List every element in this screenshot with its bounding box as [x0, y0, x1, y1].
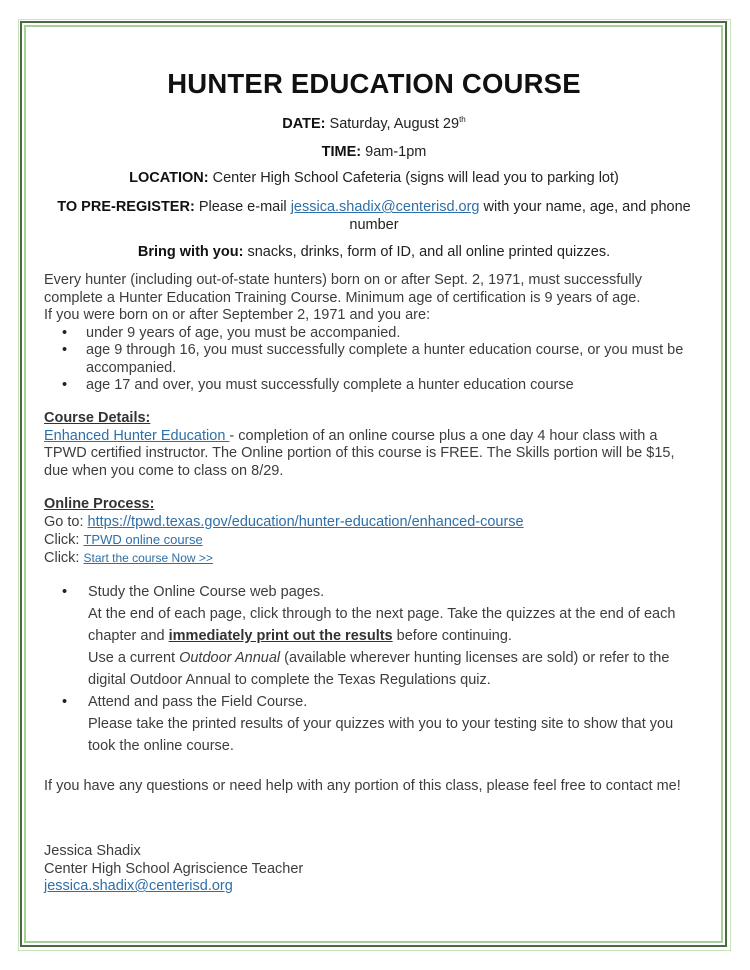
click-label: Click:	[44, 532, 80, 548]
date-suffix: th	[459, 115, 466, 124]
online-process-heading: Online Process:	[44, 496, 155, 512]
outdoor-annual-pre: Use a current	[88, 650, 176, 666]
age-rules-list	[44, 325, 704, 395]
age-rule-item: • age 9 through 16, you must successfully complete a hunter education course, or you must be accompanied.	[44, 342, 704, 377]
intro-line-2: complete a Hunter Education Training Course. Minimum age of certification is 9 years of age.	[44, 289, 641, 306]
preregister-label: TO PRE-REGISTER:	[57, 199, 195, 215]
online-process-section	[44, 496, 704, 567]
step-item-field-course: • Attend and pass the Field Course.	[44, 691, 704, 713]
course-details-text	[44, 428, 704, 481]
date-line	[44, 115, 704, 132]
step-study-detail-b	[44, 647, 704, 691]
time-value: 9am-1pm	[365, 144, 427, 160]
tpwd-enhanced-course-link[interactable]: https://tpwd.texas.gov/education/hunter-education/enhanced-course	[87, 513, 524, 530]
date-label: DATE:	[282, 115, 326, 132]
step-field-detail: Please take the printed results of your quizzes with you to your testing site to show that you took the online course.	[88, 716, 674, 754]
signature-email-link[interactable]: jessica.shadix@centerisd.org	[44, 878, 233, 894]
location-line	[44, 170, 704, 186]
page-title: HUNTER EDUCATION COURSE	[167, 68, 581, 99]
bring-value: snacks, drinks, form of ID, and all online printed quizzes.	[247, 244, 611, 260]
click-label: Click:	[44, 549, 80, 566]
course-details-description: - completion of an online course plus a one day 4 hour class with a TPWD certified instructor. The Online portion of this course is FREE. The Skills portion will be $15, due when you come to class on 8/29.	[44, 427, 675, 479]
goto-line	[44, 514, 704, 532]
outdoor-annual-title: Outdoor Annual	[179, 650, 281, 666]
location-label: LOCATION:	[129, 170, 209, 186]
outdoor-annual-post: (available wherever hunting licenses are sold) or refer to the digital Outdoor Annual to complete the Texas Regulations quiz.	[88, 650, 670, 688]
bring-label: Bring with you:	[137, 244, 244, 260]
goto-label: Go to:	[44, 513, 84, 530]
intro-line-1: Every hunter (including out-of-state hunters) born on or after Sept. 2, 1971, must successfully	[44, 272, 643, 288]
step-item-study: • Study the Online Course web pages.	[44, 581, 704, 603]
course-details-section	[44, 410, 704, 480]
step-study-detail-end: before continuing.	[396, 628, 512, 644]
step-study-detail-a	[44, 603, 704, 647]
eligibility-section	[44, 272, 704, 395]
preregister-text-line2: number	[349, 217, 399, 233]
time-label: TIME:	[321, 144, 362, 160]
click-line-2	[44, 550, 704, 568]
tpwd-online-course-link[interactable]: TPWD online course	[83, 532, 203, 547]
signature-title: Center High School Agriscience Teacher	[44, 860, 304, 877]
enhanced-hunter-education-link[interactable]: Enhanced Hunter Education	[44, 427, 230, 444]
signature-block	[44, 843, 704, 896]
closing-text: If you have any questions or need help with any portion of this class, please feel free to contact me!	[44, 778, 681, 794]
page-border-inner	[24, 25, 723, 943]
preregister-text-after: with your name, age, and phone	[483, 199, 691, 215]
step-study-detail-text: At the end of each page, click through to the next page. Take the quizzes at the end of each chapter and	[88, 606, 676, 644]
print-results-emphasis: immediately print out the results	[168, 628, 393, 644]
intro-line-3: If you were born on or after September 2, 1971 and you are:	[44, 307, 431, 323]
age-rule-item: • under 9 years of age, you must be accompanied.	[44, 325, 704, 343]
time-line	[44, 144, 704, 160]
bring-line	[44, 244, 704, 260]
click-line-1	[44, 531, 704, 550]
age-rule-item: • age 17 and over, you must successfully complete a hunter education course	[44, 377, 704, 395]
location-value: Center High School Cafeteria (signs will lead you to parking lot)	[212, 170, 619, 186]
start-course-now-link[interactable]: Start the course Now >>	[83, 550, 213, 565]
date-value: Saturday, August 29	[329, 115, 460, 132]
preregister-text: Please e-mail	[198, 199, 287, 215]
preregister-line	[44, 198, 704, 234]
steps-list	[44, 581, 704, 757]
signature-name: Jessica Shadix	[44, 843, 141, 859]
preregister-email-link[interactable]: jessica.shadix@centerisd.org	[290, 199, 480, 215]
course-details-heading: Course Details:	[44, 410, 151, 426]
